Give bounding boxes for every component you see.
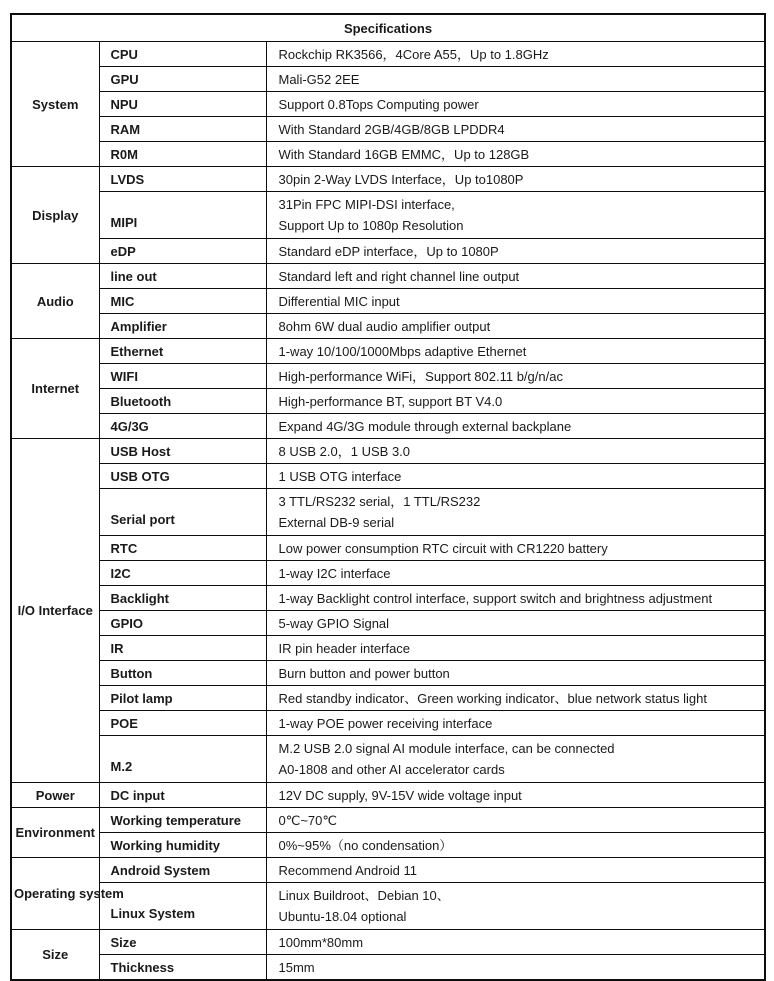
spec-value-line: External DB-9 serial [278, 515, 395, 530]
spec-key: Ethernet [99, 339, 266, 364]
spec-key: Working humidity [99, 833, 266, 858]
spec-key: Backlight [99, 586, 266, 611]
spec-key: NPU [99, 92, 266, 117]
table-row [11, 314, 765, 339]
category-cell: Operating system [11, 858, 99, 930]
spec-key: Amplifier [99, 314, 266, 339]
spec-value [266, 536, 765, 561]
spec-value-line: Expand 4G/3G module through external backplane [278, 418, 572, 434]
spec-value [266, 289, 765, 314]
table-row [11, 42, 765, 67]
table-row [11, 289, 765, 314]
table-row [11, 833, 765, 858]
spec-key: I2C [99, 561, 266, 586]
spec-key: DC input [99, 783, 266, 808]
spec-value [266, 339, 765, 364]
spec-value-line: High-performance WiFi，Support 802.11 b/g/n/ac [278, 368, 563, 384]
spec-value-line: With Standard 2GB/4GB/8GB LPDDR4 [278, 121, 505, 137]
spec-value [266, 661, 765, 686]
spec-key: Button [99, 661, 266, 686]
spec-key: USB Host [99, 439, 266, 464]
spec-value-line: 8 USB 2.0，1 USB 3.0 [278, 443, 411, 459]
spec-key: 4G/3G [99, 414, 266, 439]
category-cell: Power [11, 783, 99, 808]
specifications-table-body [11, 14, 765, 980]
spec-key: R0M [99, 142, 266, 167]
spec-value-line: 15mm [278, 959, 315, 975]
category-cell: Internet [11, 339, 99, 439]
category-cell: I/O Interface [11, 439, 99, 783]
table-row [11, 636, 765, 661]
spec-value [266, 92, 765, 117]
spec-value-line: Rockchip RK3566，4Core A55，Up to 1.8GHz [278, 46, 549, 62]
table-row [11, 858, 765, 883]
spec-value-line: 1-way 10/100/1000Mbps adaptive Ethernet [278, 343, 527, 359]
spec-value [266, 636, 765, 661]
spec-value-line: Mali-G52 2EE [278, 71, 360, 87]
spec-value-line: 1-way Backlight control interface, support switch and brightness adjustment [278, 590, 713, 606]
category-cell: Environment [11, 808, 99, 858]
spec-value [266, 264, 765, 289]
spec-key: POE [99, 711, 266, 736]
spec-value [266, 833, 765, 858]
spec-value [266, 439, 765, 464]
table-row [11, 586, 765, 611]
spec-value-line: M.2 USB 2.0 signal AI module interface, can be connected [278, 741, 615, 756]
table-row [11, 883, 765, 930]
spec-key: M.2 [99, 736, 266, 783]
spec-value [266, 167, 765, 192]
table-row [11, 167, 765, 192]
spec-key: Serial port [99, 489, 266, 536]
table-row [11, 955, 765, 981]
spec-value-line: 31Pin FPC MIPI-DSI interface, [278, 197, 455, 212]
spec-key: RAM [99, 117, 266, 142]
spec-key: Linux System [99, 883, 266, 930]
spec-key: Size [99, 930, 266, 955]
spec-key: WIFI [99, 364, 266, 389]
spec-value [266, 955, 765, 981]
category-cell: Size [11, 930, 99, 981]
spec-key: Thickness [99, 955, 266, 981]
spec-key: RTC [99, 536, 266, 561]
spec-value [266, 686, 765, 711]
spec-key: eDP [99, 239, 266, 264]
spec-key: Bluetooth [99, 389, 266, 414]
spec-key: GPU [99, 67, 266, 92]
spec-value-line: 0℃~70℃ [278, 812, 337, 828]
title-row [11, 14, 765, 42]
table-row [11, 536, 765, 561]
spec-value [266, 586, 765, 611]
spec-value-line: Support 0.8Tops Computing power [278, 96, 479, 112]
spec-value-line: 8ohm 6W dual audio amplifier output [278, 318, 491, 334]
category-cell: Display [11, 167, 99, 264]
spec-value-line: Red standby indicator、Green working indicator、blue network status light [278, 690, 707, 706]
spec-value [266, 858, 765, 883]
spec-value-line: Ubuntu-18.04 optional [278, 909, 407, 924]
table-row [11, 711, 765, 736]
spec-key: MIPI [99, 192, 266, 239]
table-row [11, 192, 765, 239]
spec-value [266, 142, 765, 167]
category-cell: Audio [11, 264, 99, 339]
spec-value-line: 1-way I2C interface [278, 565, 391, 581]
spec-key: LVDS [99, 167, 266, 192]
spec-value [266, 239, 765, 264]
spec-value [266, 783, 765, 808]
spec-value [266, 883, 765, 930]
spec-key: MIC [99, 289, 266, 314]
spec-key: GPIO [99, 611, 266, 636]
table-row [11, 930, 765, 955]
category-cell: System [11, 42, 99, 167]
spec-value-line: Burn button and power button [278, 665, 450, 681]
spec-key: Working temperature [99, 808, 266, 833]
spec-value [266, 489, 765, 536]
table-row [11, 736, 765, 783]
table-row [11, 686, 765, 711]
table-row [11, 239, 765, 264]
table-row [11, 389, 765, 414]
table-row [11, 339, 765, 364]
spec-value-line: Linux Buildroot、Debian 10、 [278, 888, 450, 903]
spec-value [266, 42, 765, 67]
spec-value [266, 389, 765, 414]
table-row [11, 661, 765, 686]
spec-value-line: Support Up to 1080p Resolution [278, 218, 464, 233]
spec-value-line: Standard left and right channel line output [278, 268, 520, 284]
spec-key: IR [99, 636, 266, 661]
spec-value-line: With Standard 16GB EMMC，Up to 128GB [278, 146, 530, 162]
table-row [11, 364, 765, 389]
spec-value-line: 1 USB OTG interface [278, 468, 402, 484]
table-title: Specifications [11, 14, 765, 42]
spec-key: CPU [99, 42, 266, 67]
specifications-table [10, 13, 766, 981]
spec-value [266, 117, 765, 142]
table-row [11, 561, 765, 586]
spec-key: USB OTG [99, 464, 266, 489]
table-row [11, 117, 765, 142]
spec-value-line: IR pin header interface [278, 640, 411, 656]
spec-value [266, 364, 765, 389]
spec-value [266, 314, 765, 339]
spec-value-line: 5-way GPIO Signal [278, 615, 390, 631]
spec-value [266, 67, 765, 92]
spec-value-line: 30pin 2-Way LVDS Interface，Up to1080P [278, 171, 524, 187]
table-row [11, 489, 765, 536]
spec-value [266, 611, 765, 636]
spec-key: Pilot lamp [99, 686, 266, 711]
spec-value-line: High-performance BT, support BT V4.0 [278, 393, 503, 409]
spec-value-line: Recommend Android 11 [278, 862, 418, 878]
spec-key: line out [99, 264, 266, 289]
spec-key: Android System [99, 858, 266, 883]
spec-value [266, 464, 765, 489]
table-row [11, 783, 765, 808]
spec-value-line: 1-way POE power receiving interface [278, 715, 493, 731]
table-row [11, 414, 765, 439]
spec-value-line: 3 TTL/RS232 serial，1 TTL/RS232 [278, 494, 481, 509]
table-row [11, 464, 765, 489]
table-row [11, 264, 765, 289]
spec-value-line: Low power consumption RTC circuit with CR1220 battery [278, 540, 608, 556]
spec-value-line: A0-1808 and other AI accelerator cards [278, 762, 505, 777]
spec-value-line: 12V DC supply, 9V-15V wide voltage input [278, 787, 522, 803]
table-row [11, 611, 765, 636]
table-row [11, 142, 765, 167]
spec-value [266, 414, 765, 439]
spec-value [266, 808, 765, 833]
spec-value-line: 100mm*80mm [278, 934, 364, 950]
spec-value [266, 736, 765, 783]
spec-value-line: 0%~95%（no condensation） [278, 837, 453, 853]
table-row [11, 67, 765, 92]
spec-value [266, 711, 765, 736]
table-row [11, 439, 765, 464]
spec-value-line: Differential MIC input [278, 293, 400, 309]
spec-value [266, 192, 765, 239]
spec-value [266, 561, 765, 586]
table-row [11, 808, 765, 833]
spec-value [266, 930, 765, 955]
spec-value-line: Standard eDP interface，Up to 1080P [278, 243, 499, 259]
table-row [11, 92, 765, 117]
